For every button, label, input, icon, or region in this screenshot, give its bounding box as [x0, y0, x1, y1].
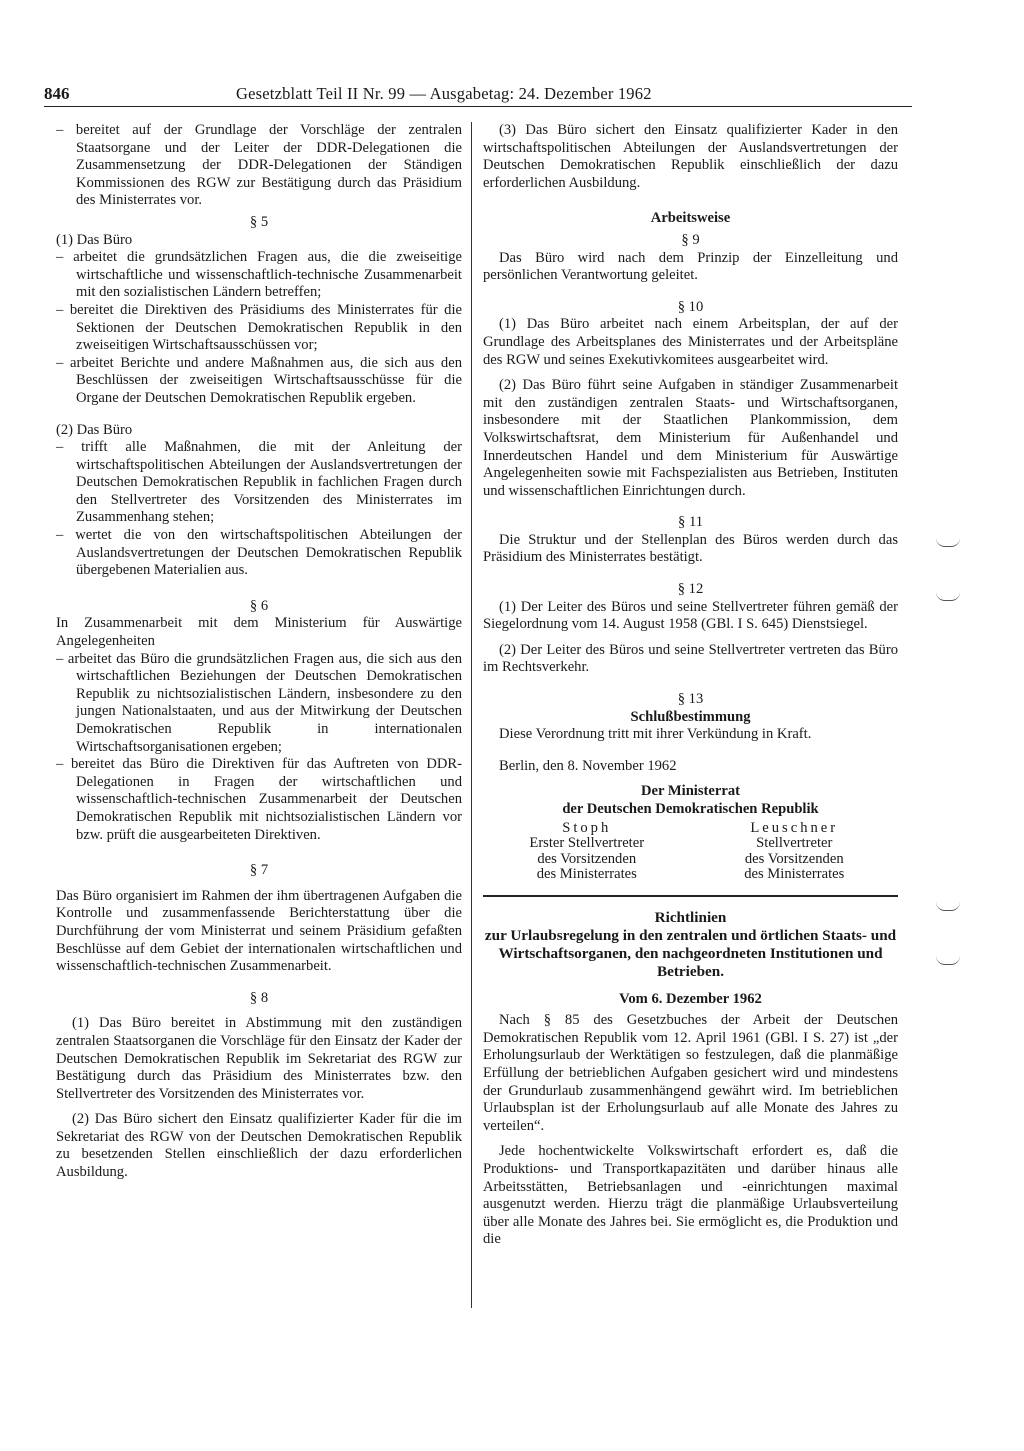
paragraph: (2) Der Leiter des Büros und seine Stellvertreter vertreten das Büro im Rechtsverkehr. [483, 641, 898, 676]
paragraph: (1) Der Leiter des Büros und seine Stellvertreter führen gemäß der Siegelordnung vom 14. August 1958 (GBl. I S. 645) Dienstsiegel. [483, 598, 898, 633]
section-title: Schlußbestimmung [630, 708, 751, 725]
signatory-role: des Ministerrates [744, 866, 845, 883]
paragraph: (2) Das Büro [56, 421, 133, 438]
place-date: Berlin, den 8. November 1962 [499, 757, 677, 774]
paragraph: Diese Verordnung tritt mit ihrer Verkündung in Kraft. [499, 726, 812, 743]
paragraph: (2) Das Büro sichert den Einsatz qualifizierter Kader für die im Sekretariat des RGW von der Deutschen Demokratischen Republik zu besetzenden Stellen einschließlich der dazu erforderlichen Ausbildung. [56, 1111, 462, 1181]
section-heading: § 7 [249, 862, 269, 879]
list-item: – bereitet das Büro die Direktiven für das Auftreten von DDR-Delegationen in Fragen der wirtschaftlichen und wissenschaftlich-technischen Zusammenarbeit der Deutschen Demokratischen Republik mit nichtsozialistischen Ländern vor bzw. prüft die ausgearbeiteten Direktiven. [56, 756, 462, 843]
paragraph: In Zusammenarbeit mit dem Ministerium für Auswärtige Angelegenheiten [56, 615, 462, 650]
section-heading: § 8 [249, 989, 269, 1006]
header-rule [44, 106, 912, 107]
guideline-subtitle: zur Urlaubsregelung in den zentralen und örtlichen Staats- und Wirtschaftsorganen, den nachgeordneten Institutionen und Betrieben. [484, 926, 897, 980]
signatory-role: des Vorsitzenden [537, 850, 637, 867]
paragraph: (2) Das Büro führt seine Aufgaben in ständiger Zusammenarbeit mit den zuständigen zentralen Staats- und Wirtschaftsorganen, insbesondere mit der Staatlichen Plankommission, dem Volkswirtschaftsrat, dem Ministerium für Außenhandel und Innerdeutschen Handel und dem Ministerium für Auswärtige Angelegenheiten sowie mit Fachspezialisten aus Betrieben, Instituten und wissenschaftlichen Einrichtungen durch. [483, 377, 898, 499]
gazette-title: Gesetzblatt Teil II Nr. 99 — Ausgabetag: 24. Dezember 1962 [236, 84, 652, 103]
section-heading: § 12 [677, 581, 704, 598]
paragraph: (1) Das Büro bereitet in Abstimmung mit den zuständigen zentralen Staatsorganen die Vorschläge für den Einsatz der Kader der Deutschen Demokratischen Republik im Sekretariat des RGW zur Bestätigung durch das Präsidium des Ministerrates bzw. den Stellvertreter des Vorsitzenden des Ministerrates vor. [56, 1015, 462, 1102]
signatory-role: Stellvertreter [756, 835, 833, 852]
margin-mark [936, 538, 960, 547]
paragraph: Jede hochentwickelte Volkswirtschaft erfordert es, daß die Produktions- und Transportkapazitäten und darüber hinaus alle Arbeitsstätten, Betriebsanlagen und -einrichtungen maximal ausgenutzt werden. Hierzu trägt die planmäßige Urlaubsverteilung über alle Monate des Jahres bei. Sie ermöglicht es, die Produktion und die [483, 1143, 898, 1248]
signature-left [483, 821, 691, 883]
signatures [483, 821, 898, 883]
section-heading: § 13 [677, 691, 704, 708]
signatory-role: Erster Stellvertreter [529, 835, 645, 852]
margin-mark [936, 902, 960, 911]
paragraph: Das Büro wird nach dem Prinzip der Einzelleitung und persönlichen Verantwortung geleitet. [483, 249, 898, 284]
council-title: Der Ministerrat [640, 783, 740, 800]
paragraph: Das Büro organisiert im Rahmen der ihm übertragenen Aufgaben die Kontrolle und zusammenfassende Berichterstattung über die Durchführung der vom Ministerrat und seinem Präsidium gefaßten Beschlüsse auf dem Gebiet der internationalen wirtschaftlichen und wissenschaftlich-technischen Zusammenarbeit. [56, 887, 462, 975]
section-separator [483, 895, 898, 897]
list-item: – arbeitet die grundsätzlichen Fragen aus, die die zweiseitige wirtschaftliche und wissenschaftlich-technische Zusammenarbeit mit den sozialistischen Ländern betreffen; [56, 249, 462, 301]
list-item: – bereitet auf der Grundlage der Vorschläge der zentralen Staatsorgane und der Leiter der DDR-Delegationen die Zusammensetzung der DDR-Delegationen der Ständigen Kommissionen des RGW zur Bestätigung durch das Präsidium des Ministerrates vor. [56, 122, 462, 209]
council-subtitle: der Deutschen Demokratischen Republik [562, 801, 819, 817]
section-heading: § 11 [678, 514, 703, 531]
column-divider [471, 122, 472, 1308]
signatory-name: Stoph [562, 819, 612, 836]
guideline-date: Vom 6. Dezember 1962 [619, 990, 762, 1007]
section-heading: § 10 [677, 298, 704, 315]
right-column [483, 122, 898, 1249]
list-item: – bereitet die Direktiven des Präsidiums des Ministerrates für die Sektionen der Deutschen Demokratischen Republik in den zweiseitigen Wirtschaftsausschüssen vor; [56, 301, 462, 354]
list-item: – wertet die von den wirtschaftspolitischen Abteilungen der Auslandsvertretungen der Deutschen Demokratischen Republik übergebenen Materialien aus. [56, 527, 462, 579]
list-item: – arbeitet Berichte und andere Maßnahmen aus, die sich aus den Beschlüssen der zweiseitigen Wirtschaftsausschüsse für die Organe der Deutschen Demokratischen Republik ergeben. [56, 354, 462, 406]
signatory-role: des Vorsitzenden [744, 850, 844, 867]
page-header [44, 84, 704, 108]
section-title: Arbeitsweise [650, 210, 731, 227]
margin-mark [936, 956, 960, 965]
section-heading: § 9 [681, 231, 700, 248]
margin-mark [936, 592, 960, 601]
signature-right [691, 821, 899, 883]
section-heading: § 5 [249, 213, 269, 230]
list-item: – arbeitet das Büro die grundsätzlichen Fragen aus, die sich aus den wirtschaftlichen Beziehungen der Deutschen Demokratischen Republik zu nichtsozialistischen Ländern, insbesondere zu den jungen Nationalstaaten, und aus der Mitwirkung der Deutschen Demokratischen Republik in internationalen Wirtschaftsorganisationen ergeben; [56, 650, 462, 755]
guideline-title: Richtlinien [654, 908, 727, 926]
page-number: 846 [44, 84, 70, 103]
list-item: – trifft alle Maßnahmen, die mit der Anleitung der wirtschaftspolitischen Abteilungen der Auslandsvertretungen der Deutschen Demokratischen Republik in fachlichen Fragen durch den Stellvertreter des Vorsitzenden des Ministerrates im Zusammenhang stehen; [56, 439, 462, 526]
signatory-name: Leuschner [750, 819, 839, 836]
signatory-role: des Ministerrates [536, 866, 637, 883]
paragraph: Nach § 85 des Gesetzbuches der Arbeit der Deutschen Demokratischen Republik vom 12. April 1961 (GBl. I S. 27) ist „der Erholungsurlaub der Werktätigen so festzulegen, daß die planmäßige Erfüllung der betrieblichen Aufgaben gesichert wird und mindestens der Grundurlaub zusammenhängend gewährt wird. Im betrieblichen Urlaubsplan ist der Erholungsurlaub auf alle Monate des Jahres zu verteilen“. [483, 1012, 898, 1134]
section-heading: § 6 [249, 597, 269, 614]
paragraph: Die Struktur und der Stellenplan des Büros werden durch das Präsidium des Ministerrates bestätigt. [483, 531, 898, 566]
paragraph: (1) Das Büro [56, 231, 133, 248]
paragraph: (3) Das Büro sichert den Einsatz qualifizierter Kader in den wirtschaftspolitischen Abteilungen der Auslandsvertretungen der Deutschen Demokratischen Republik einschließlich der dazu erforderlichen Ausbildung. [483, 122, 898, 191]
left-column [56, 122, 462, 1182]
paragraph: (1) Das Büro arbeitet nach einem Arbeitsplan, der auf der Grundlage des Arbeitsplanes des Ministerrates und der Arbeitspläne des RGW und seines Exekutivkomitees ausgearbeitet wird. [483, 316, 898, 368]
